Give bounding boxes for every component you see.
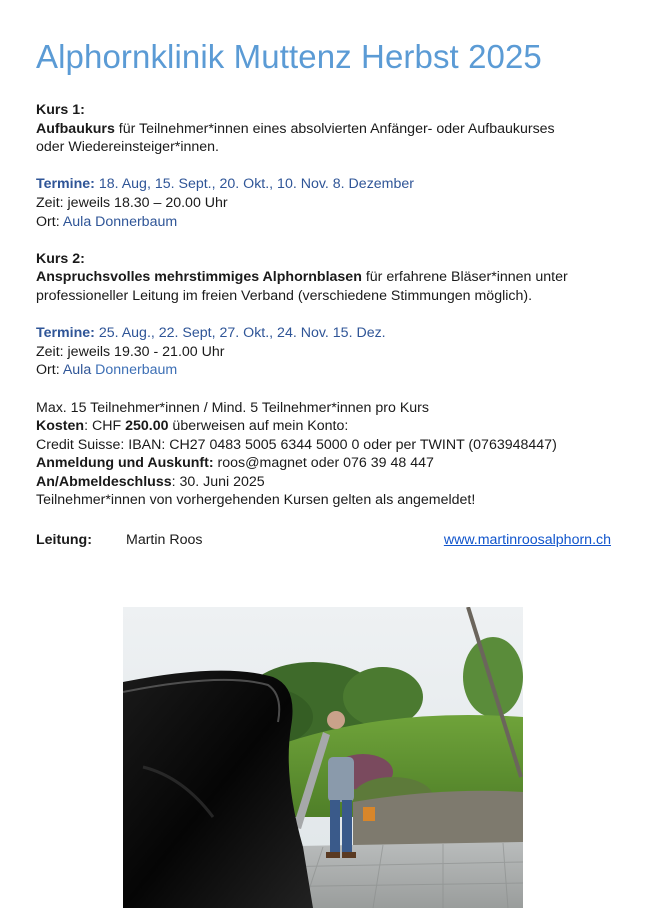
leitung-name: Martin Roos <box>126 532 203 548</box>
anmeldung-info: Anmeldung und Auskunft: roos@magnet oder 076 39 48 447 <box>36 455 434 472</box>
anmeldeschluss-info: An/Abmeldeschluss: 30. Juni 2025 <box>36 473 265 490</box>
kurs1-termine: Termine: 18. Aug, 15. Sept., 20. Okt., 10. Nov. 8. Dezember <box>36 176 415 193</box>
kurs2-termine: Termine: 25. Aug., 22. Sept, 27. Okt., 24. Nov. 15. Dez. <box>36 325 386 342</box>
teilnehmer-info: Max. 15 Teilnehmer*innen / Mind. 5 Teilnehmer*innen pro Kurs <box>36 399 430 416</box>
kurs2-description-line2: professioneller Leitung im freien Verband (verschiedene Stimmungen möglich). <box>36 287 533 304</box>
kurs1-zeit: Zeit: jeweils 18.30 – 20.00 Uhr <box>36 194 228 211</box>
kosten-info: Kosten: CHF 250.00 überweisen auf mein Konto: <box>36 418 349 435</box>
leitung-row <box>36 532 611 552</box>
kurs2-description: Anspruchsvolles mehrstimmiges Alphornblasen für erfahrene Bläser*innen unter <box>36 269 568 286</box>
kurs1-description-line2: oder Wiedereinsteiger*innen. <box>36 139 219 156</box>
bank-info: Credit Suisse: IBAN: CH27 0483 5005 6344 5000 0 oder per TWINT (0763948447) <box>36 436 557 453</box>
alphorn-photo <box>123 607 523 908</box>
kurs1-heading: Kurs 1: <box>36 102 85 118</box>
course-info <box>36 101 626 510</box>
page-title: Alphornklinik Muttenz Herbst 2025 <box>36 38 542 75</box>
website-link[interactable]: www.martinroosalphorn.ch <box>443 532 611 548</box>
kurs2-ort: Ort: Aula Donnerbaum <box>36 362 178 379</box>
kurs1-description: Aufbaukurs für Teilnehmer*innen eines absolvierten Anfänger- oder Aufbaukurses <box>36 120 555 137</box>
kurs1-ort: Ort: Aula Donnerbaum <box>36 213 178 230</box>
kurs2-heading: Kurs 2: <box>36 250 85 267</box>
kurs2-zeit: Zeit: jeweils 19.30 - 21.00 Uhr <box>36 343 225 360</box>
hinweis-info: Teilnehmer*innen von vorhergehenden Kursen gelten als angemeldet! <box>36 492 476 509</box>
leitung-label: Leitung: <box>36 532 92 548</box>
